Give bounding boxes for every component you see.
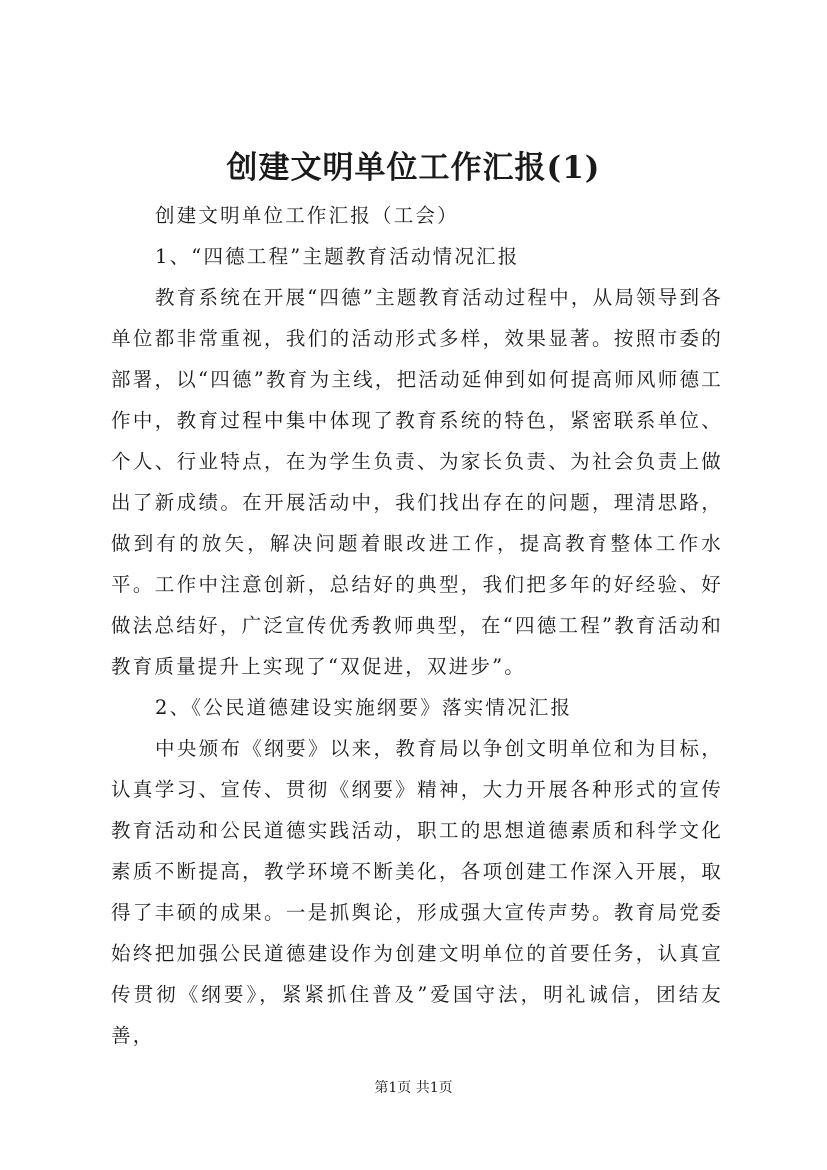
section2-heading: 2、《公民道德建设实施纲要》落实情况汇报 <box>155 696 573 719</box>
section2-paragraph: 中央颁布《纲要》以来，教育局以争创文明单位和为目标，认真学习、宣传、贯彻《纲要》精神，大力开展各种形式的宣传教育活动和公民道德实践活动，职工的思想道德素质和科学文化素质不断提高，教学环境不断美化，各项创建工作深入开展，取得了丰硕的成果。一是抓舆论，形成强大宣传声势。教育局党委始终把加强公民道德建设作为创建文明单位的首要任务，认真宣传贯彻《纲要》，紧紧抓住普及”爱国守法，明礼诚信，团结友善， <box>111 737 723 1047</box>
document-subtitle: 创建文明单位工作汇报（工会） <box>155 204 459 227</box>
section1-paragraph: 教育系统在开展“四德”主题教育活动过程中，从局领导到各单位都非常重视，我们的活动形式多样，效果显著。按照市委的部署，以“四德”教育为主线，把活动延伸到如何提高师风师德工作中，教育过程中集中体现了教育系统的特色，紧密联系单位、个人、行业特点，在为学生负责、为家长负责、为社会负责上做出了新成绩。在开展活动中，我们找出存在的问题，理清思路，做到有的放矢，解决问题着眼改进工作，提高教育整体工作水平。工作中注意创新，总结好的典型，我们把多年的好经验、好做法总结好，广泛宣传优秀教师典型，在“四德工程”教育活动和教育质量提升上实现了“双促进，双进步”。 <box>111 286 723 678</box>
document-title: 创建文明单位工作汇报(1) <box>226 150 601 186</box>
page-footer: 第1页 共1页 <box>374 1080 453 1096</box>
section1-heading: 1、“四德工程”主题教育活动情况汇报 <box>155 245 520 268</box>
document-body <box>111 195 723 1056</box>
